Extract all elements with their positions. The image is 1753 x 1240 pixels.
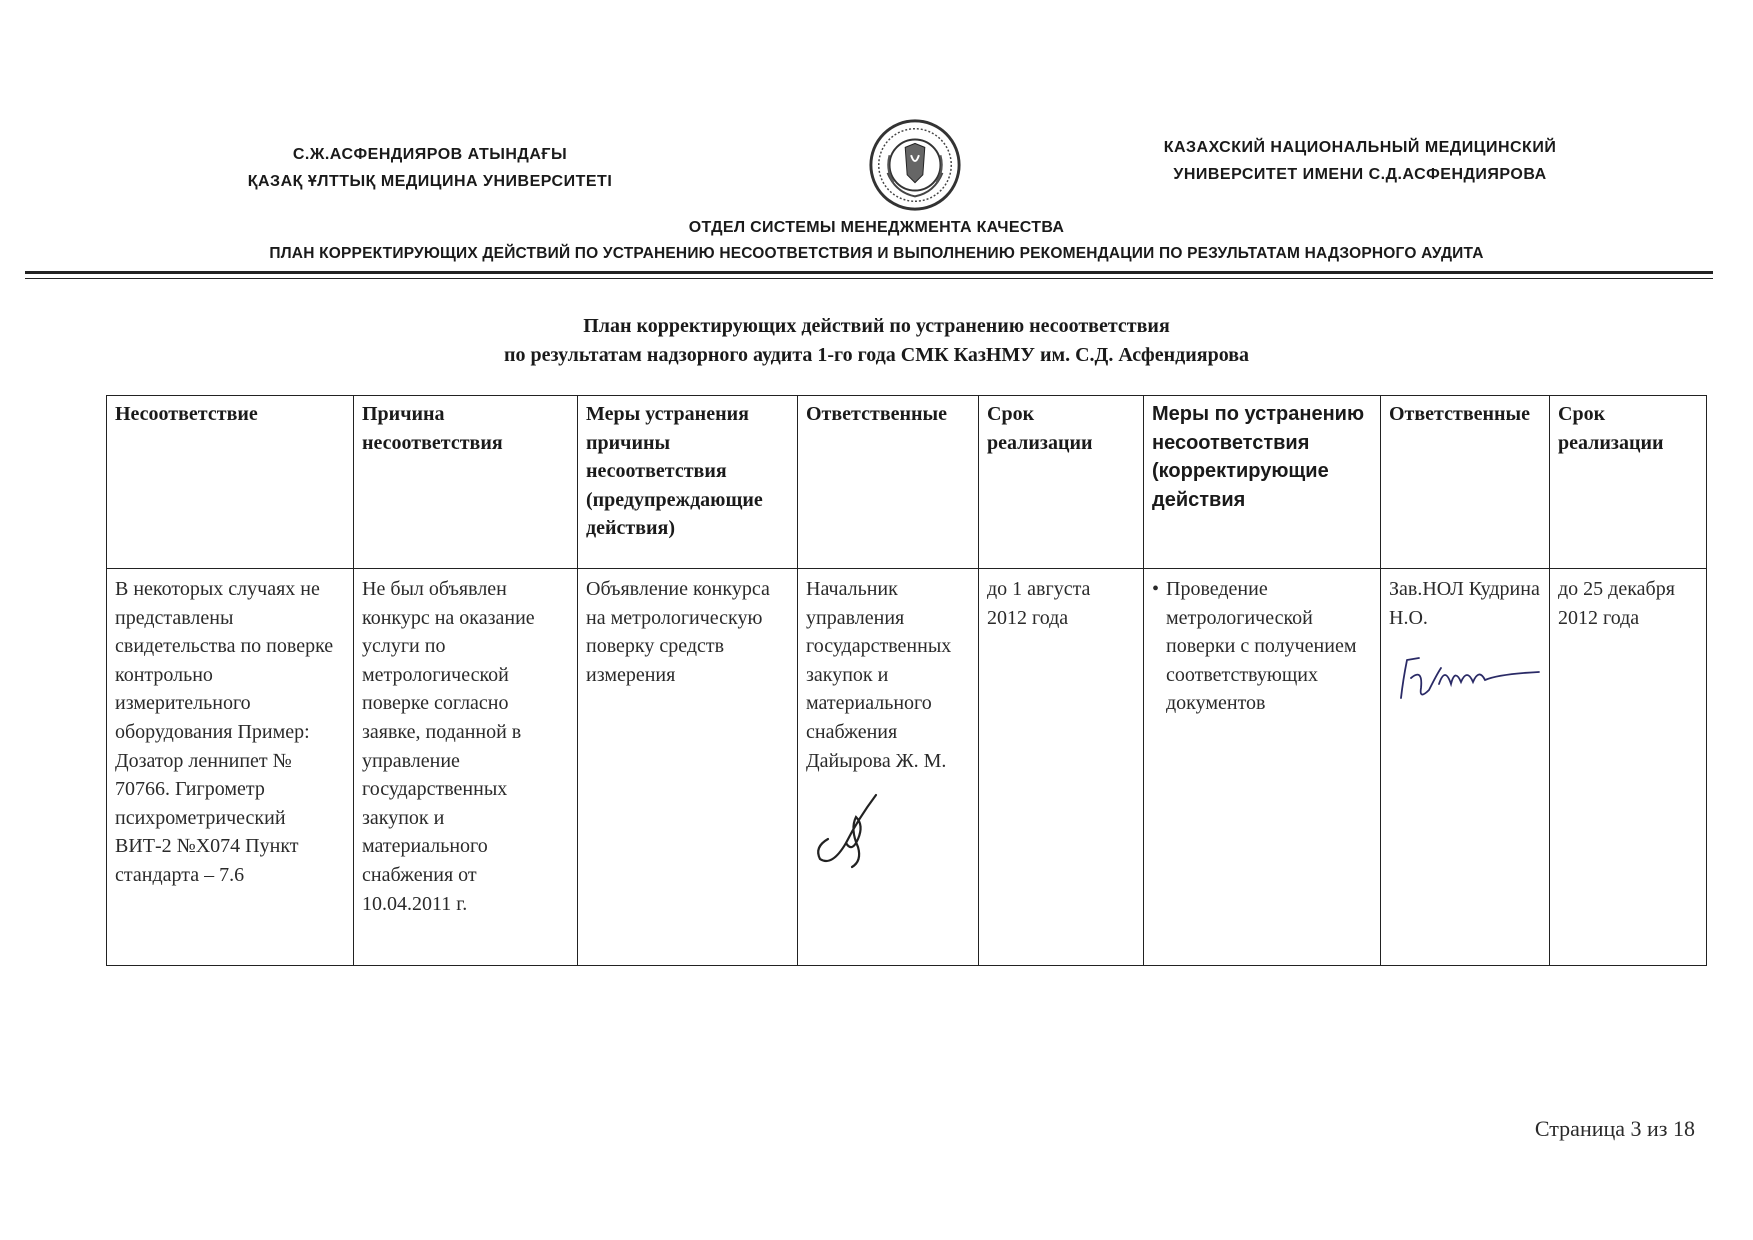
table-row bbox=[107, 569, 1707, 966]
bullet-icon: • bbox=[1152, 578, 1160, 600]
corrective-actions-table bbox=[106, 395, 1707, 966]
cell-preventive: Объявление конкурса на метрологическую поверку средств измерения bbox=[578, 569, 798, 966]
page-number: Страница 3 из 18 bbox=[1534, 1116, 1695, 1141]
document-title-line2: по результатам надзорного аудита 1-го года СМК КазНМУ им. С.Д. Асфендиярова bbox=[504, 344, 1249, 366]
header-rule-thick bbox=[25, 271, 1713, 274]
university-name-kazakh bbox=[230, 141, 630, 195]
cell-responsible-2 bbox=[1381, 569, 1550, 966]
document-title-line1: План корректирующих действий по устранению несоответствия bbox=[583, 315, 1170, 337]
cell-corrective bbox=[1144, 569, 1381, 966]
university-name-russian bbox=[1135, 134, 1585, 188]
corrective-bullet-item bbox=[1152, 575, 1372, 718]
cell-cause: Не был объявлен конкурс на оказание услуги по метрологической поверке согласно заявке, поданной в управление государственных закупок и материального снабжения от 10.04.2011 г. bbox=[354, 569, 578, 966]
responsible-2-text: Зав.НОЛ Кудрина Н.О. bbox=[1389, 578, 1540, 629]
university-name-kazakh-line1: С.Ж.АСФЕНДИЯРОВ АТЫНДАҒЫ bbox=[292, 146, 568, 163]
document-title bbox=[0, 312, 1753, 370]
cell-responsible-1 bbox=[798, 569, 979, 966]
cell-nonconformity: В некоторых случаях не представлены свидетельства по поверке контрольно измерительного оборудования Пример: Дозатор леннипет № 70766. Гигрометр психрометрический ВИТ-2 №Х074 Пункт стандарта – 7.6 bbox=[107, 569, 354, 966]
signature-1 bbox=[806, 781, 896, 871]
header-rule-thin bbox=[25, 278, 1713, 279]
signature-2 bbox=[1389, 638, 1544, 708]
col-header-responsible-1: Ответственные bbox=[798, 396, 979, 569]
department-name: ОТДЕЛ СИСТЕМЫ МЕНЕДЖМЕНТА КАЧЕСТВА bbox=[688, 219, 1065, 236]
university-name-russian-line1: КАЗАХСКИЙ НАЦИОНАЛЬНЫЙ МЕДИЦИНСКИЙ bbox=[1163, 139, 1557, 156]
plan-subtitle: ПЛАН КОРРЕКТИРУЮЩИХ ДЕЙСТВИЙ ПО УСТРАНЕНИЮ НЕСООТВЕТСТВИЯ И ВЫПОЛНЕНИЮ РЕКОМЕНДАЦИИ ПО РЕЗУЛЬТАТАМ НАДЗОРНОГО АУДИТА bbox=[269, 245, 1484, 262]
university-seal-logo bbox=[866, 116, 964, 214]
cell-deadline-1: до 1 августа 2012 года bbox=[979, 569, 1144, 966]
col-header-preventive: Меры устранения причины несоответствия (предупреждающие действия) bbox=[578, 396, 798, 569]
col-header-nonconformity: Несоответствие bbox=[107, 396, 354, 569]
col-header-responsible-2: Ответственные bbox=[1381, 396, 1550, 569]
corrective-text: Проведение метрологической поверки с получением соответствующих документов bbox=[1166, 578, 1357, 715]
university-name-russian-line2: УНИВЕРСИТЕТ ИМЕНИ С.Д.АСФЕНДИЯРОВА bbox=[1173, 166, 1547, 183]
col-header-deadline-1: Срок реализации bbox=[979, 396, 1144, 569]
university-name-kazakh-line2: ҚАЗАҚ ҰЛТТЫҚ МЕДИЦИНА УНИВЕРСИТЕТІ bbox=[247, 173, 613, 190]
responsible-1-text: Начальник управления государственных закупок и материального снабжения Дайырова Ж. М. bbox=[806, 578, 952, 772]
cell-deadline-2: до 25 декабря 2012 года bbox=[1550, 569, 1707, 966]
col-header-cause: Причина несоответствия bbox=[354, 396, 578, 569]
table-header-row bbox=[107, 396, 1707, 569]
col-header-deadline-2: Срок реализации bbox=[1550, 396, 1707, 569]
col-header-corrective: Меры по устранению несоответствия (корректирующие действия bbox=[1144, 396, 1381, 569]
